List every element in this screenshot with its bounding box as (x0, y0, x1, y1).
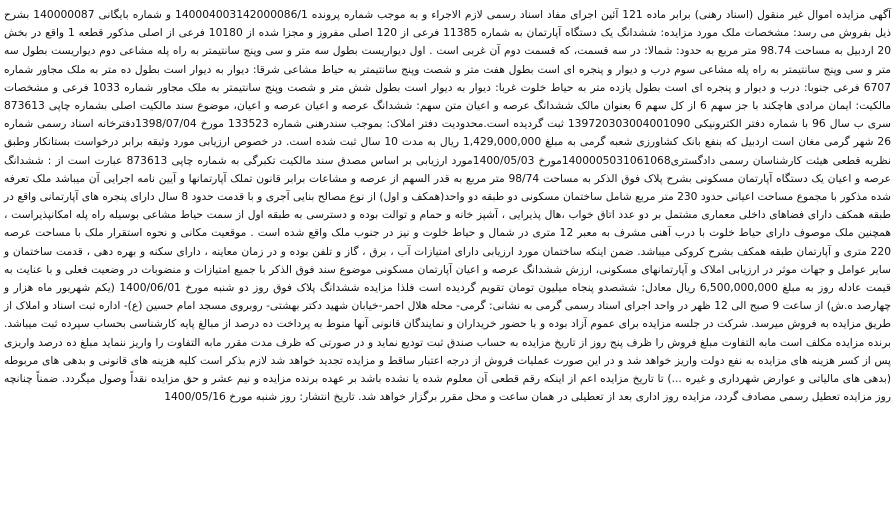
auction-notice-text: آگهی مزایده اموال غیر منقول (اسناد رهنی) برابر ماده 121 آئین اجرای مفاد اسناد رسمی لازم الاجراء و به موجب شماره پرونده 140004003142000086/1 و شماره بایگانی 140000087 بشرح ذیل بفروش می رسد: مشخصات ملک مورد مزایده: ششدانگ یک دستگاه آپارتمان به شماره 11385 فرعی از 120 اصلی مفروز و مجزا شده از 10180 فرعی از اصلی مذکور قطعه 1 واقع در بخش 20 اردبیل به مساحت 98.74 متر مربع به حدود: شمالا: در سه قسمت، که قسمت دوم آن غربی است . اول دیواریست بطول سه متر و سی وپنج سانتیمتر به راه پله مشاعی دوم دیواریست بطول سه متر و سی وپنج سانتیمتر به راه پله مشاعی سوم درب و دیوار و پنجره ای است بطول هفت متر و شصت وپنج سانتیمتر به حیاط مشاعی شرقا: دیوار به دیوار است بطول ده متر به ملک مجاور شماره 6707 فرعی جنوبا: درب و دیوار و پنجره ای است بطول یازده متر به حیاط خلوت غربا: دیوار به دیوار است بطول شش متر و شصت وپنج سانتیمتر به ملک مجاور شماره 1033 فرعی و مشخصات مالکیت: ایمان مرادی هاچکند با جز سهم 6 از کل سهم 6 بعنوان مالک ششدانگ عرصه و اعیان متن سهم: ششدانگ عرصه و اعیان عرصه و اعیان، موضوع سند مالکیت اصلی بشماره چاپی 873613 سری ب سال 96 با شماره دفتر الکترونیکی 139720303004001090 ثبت گردیده است.محدودیت دفتر املاک: بموجب سندرهنی شماره 133523 مورخ 1398/07/04دفترخانه اسناد رسمی شماره 26 شهر گرمی مغان است اردبیل که بنفع بانک کشاورزی شعبه گرمی به مبلغ 1,429,000,000 ریال به مدت 10 سال ثبت شده است. در خصوص ارزیابی مورد وثیقه برابر درخواست بستانکار وطبق نظریه قطعی هیئت کارشناسان رسمی دادگستری1400005031061068مورخ 1400/05/03مورد ارزیابی بر اساس مصدق سند مالکیت تکبرگی به شماره چاپی 873613 عبارت است از : ششدانگ عرصه و اعیان یک دستگاه آپارتمان مسکونی بشرح پلاک فوق الذکر به مساحت 98/74 متر مربع به قدر السهم از عرصه و مشاعات برابر قانون تملک آپارتمانها و آیین نامه اجرایی آن میباشد ملک تعرفه شده مذکور با مجموع مساحت اعیانی حدود 230 متر مربع شامل ساختمان مسکونی دو طبقه دو واحد(همکف و اول) از نوع مصالح بنایی آجری و با قدمت حدود 8 سال دارای پنجره های آپارتمانی واقع در طبقه همکف دارای فضاهای داخلی معماری مشتمل بر دو عدد اتاق خواب ،هال پذیرایی ، آشپز خانه و حمام و توالت بوده و دسترسی به طبقه اول از سمت حیاط مشاعی بوسیله راه پله امکانپذیراست ، همچنین ملک موصوف دارای حیاط خلوت با درب آهنی مشرف به معبر 12 متری در شمال و حیاط خلوت و نیز در جنوب ملک واقع شده است . موقعیت مکانی و نحوه استقرار ملک با مساحت عرصه 220 متری و آپارتمان طبقه همکف بشرح کروکی میباشد. ضمن اینکه ساختمان مورد ارزیابی دارای امتیازات آب ، برق ، گاز و تلفن بوده و در زمان معاینه ، دارای سکنه و بهره دهی ، قدمت ساختمان و سایر عوامل و جهات موثر در ارزیابی املاک و آپارتمانهای مسکونی، ارزش ششدانگ عرصه و اعیان آپارتمان مسکونی موضوع سند فوق الذکر با جمیع امتیازات و منضوبات در وضعیت فعلی و با عنایت به قیمت عادله روز به مبلغ 6,500,000,000 ریال معادل: ششصدو پنجاه میلیون تومان تقویم گردیده است فلذا مزایده ششدانگ پلاک فوق روز دو شنبه مورخ 1400/06/01 (یکم شهریور ماه هزار و چهارصد ه.ش) از ساعت 9 صبح الی 12 ظهر در واحد اجرای اسناد رسمی گرمی به نشانی: گرمی- محله هلال احمر-خیابان شهید دکتر بهشتی- روبروی مسجد امام حسین (ع)- اداره ثبت اسناد و املاک از طریق مزایده به فروش میرسد. شرکت در جلسه مزایده برای عموم آزاد بوده و با حضور خریداران و نمایندگان قانونی آنها منوط به پرداخت ده درصد از مبالغ پایه کارشناسی بحساب سپرده ثبت میباشد. برنده مزایده مکلف است مابه التفاوت مبلغ فروش را ظرف پنج روز از تاریخ مزایده به حساب صندق ثبت تودیع نماید و در صورتی که ظرف مدت مقرر مابه التفاوت را واریز ننماید مبلغ ده درصد واریزی پس از کسر هزینه های مزایده به نفع دولت واریز خواهد شد و در این صورت عملیات فروش از درجه اعتبار ساقط و مزایده تجدید خواهد شد لازم بذکر است کلیه هزینه های قانونی و بدهی های مربوطه (بدهی های مالیاتی و عوارض شهرداری و غیره ...) تا تاریخ مزایده اعم از اینکه رقم قطعی آن معلوم شده یا نشده باشد بر عهده برنده مزایده و نیم عشر و حق مزایده نقداً وصول میگردد. ضمناً چنانچه روز مزایده تعطیل رسمی مصادف گردد، مزایده روز اداری بعد از تعطیلی در همان ساعت و محل مقرر برگزار خواهد شد. تاریخ انتشار: روز شنبه مورخ 1400/05/16 (4, 8, 892, 404)
